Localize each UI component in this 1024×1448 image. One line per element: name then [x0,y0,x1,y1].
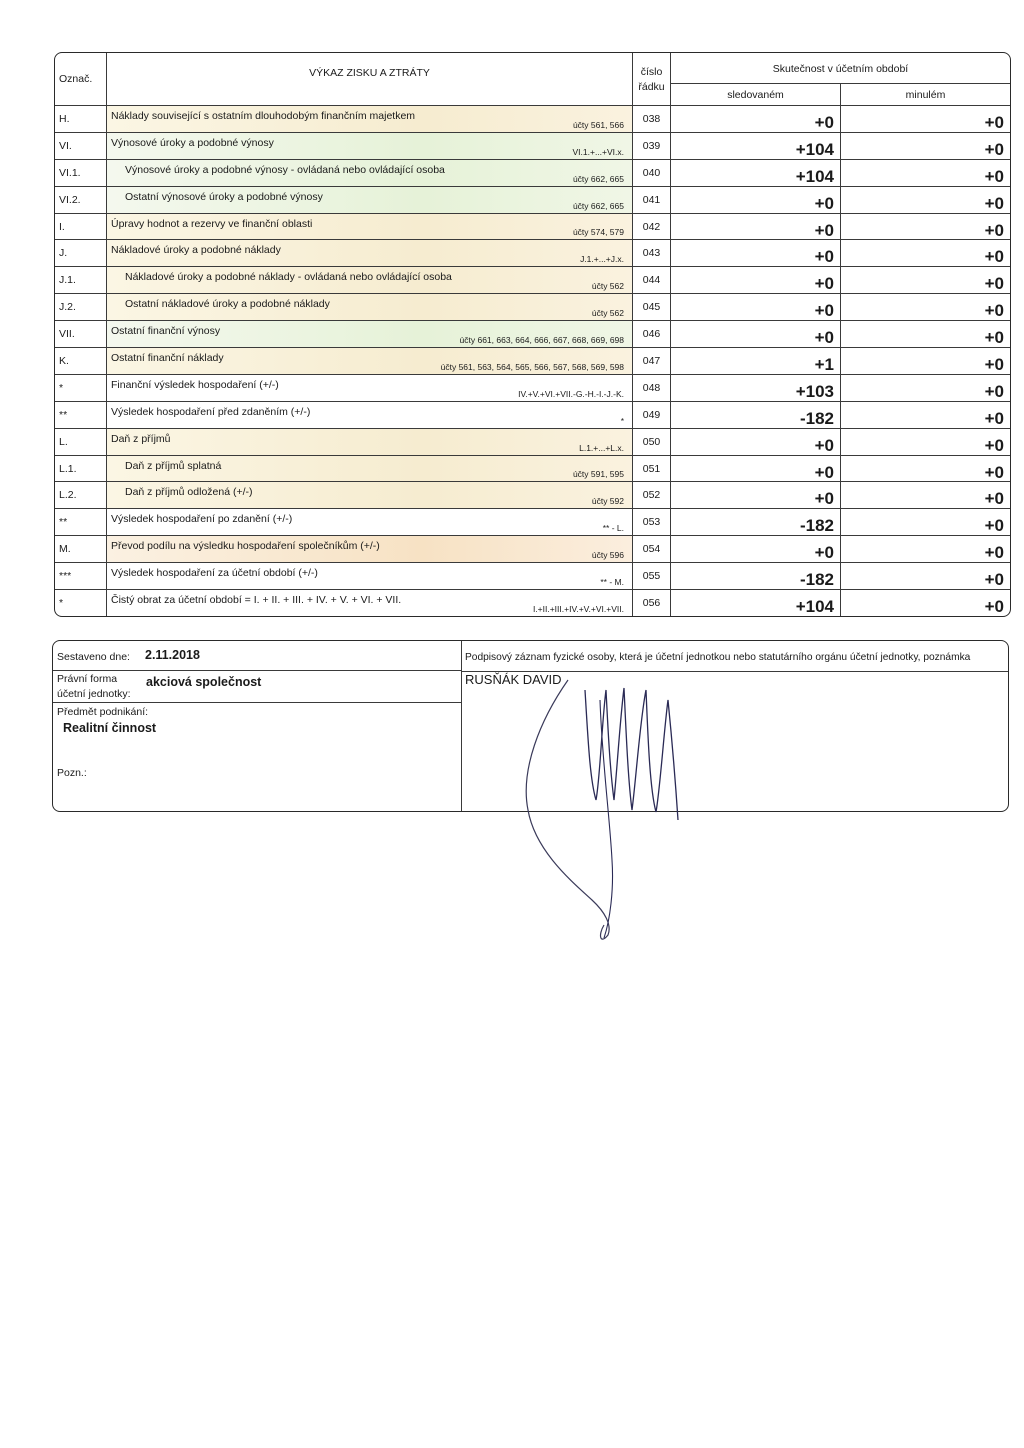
value-previous: +0 [984,381,1004,401]
row-description: Ostatní finanční náklady [111,352,224,365]
header-row-number [633,53,671,105]
signature-header: Podpisový záznam fyzické osoby, která je účetní jednotkou nebo statutárního orgánu účetní jednotky, poznámka [465,652,971,663]
value-previous: +0 [984,489,1004,509]
value-previous: +0 [984,435,1004,455]
row-description: Daň z příjmů odložená (+/-) [125,486,253,499]
table-row [55,535,1010,562]
table-header [55,53,1010,105]
header-title [107,53,633,105]
row-number: 042 [633,214,671,240]
value-previous: +0 [984,193,1004,213]
row-accounts: ** - M. [600,577,624,588]
signature-header-row [462,641,1008,672]
value-current: +0 [671,321,841,347]
table-row [55,293,1010,320]
row-accounts: VI.1.+...+VI.x. [572,146,624,157]
row-description: Náklady související s ostatním dlouhodobým finančním majetkem [111,110,416,122]
value-previous: +0 [984,462,1004,482]
row-number: 044 [633,267,671,293]
row-description: Úpravy hodnot a rezervy ve finanční oblasti [111,217,313,230]
row-description-cell [107,563,633,589]
row-number: 048 [633,375,671,401]
row-number: 050 [633,429,671,455]
row-accounts: účty 661, 663, 664, 666, 667, 668, 669, 698 [459,335,624,346]
row-mark: * [55,375,107,401]
row-description-cell [107,214,633,240]
row-mark: VI.2. [55,187,107,213]
value-current: +104 [671,160,841,186]
table-row [55,320,1010,347]
income-statement-table [54,52,1011,617]
row-accounts: účty 596 [591,550,624,561]
value-previous: +0 [984,301,1004,321]
row-number: 040 [633,160,671,186]
row-number: 038 [633,106,671,132]
row-number: 055 [633,563,671,589]
row-number: 054 [633,536,671,562]
row-accounts: L.1.+...+L.x. [579,442,624,453]
table-row [55,562,1010,589]
table-row [55,481,1010,508]
row-number: 056 [633,590,671,616]
compiled-label: Sestaveno dne: [57,651,130,663]
compiled-date: 2.11.2018 [145,648,200,662]
row-mark: M. [55,536,107,562]
value-previous: +0 [984,274,1004,294]
row-mark: VI.1. [55,160,107,186]
row-description-cell [107,133,633,159]
value-current: +0 [671,294,841,320]
legal-form-row [53,671,461,703]
row-description: Daň z příjmů [111,432,171,445]
row-description: Výsledek hospodaření po zdanění (+/-) [111,513,293,526]
note-label: Pozn.: [57,767,87,779]
value-current: -182 [671,563,841,589]
value-previous: +0 [984,570,1004,590]
row-description-cell [107,267,633,293]
row-mark: ** [55,509,107,535]
row-mark: ** [55,402,107,428]
row-number: 043 [633,240,671,266]
row-number: 047 [633,348,671,374]
table-row [55,159,1010,186]
row-description-cell [107,160,633,186]
row-mark: J.2. [55,294,107,320]
row-description: Finanční výsledek hospodaření (+/-) [111,378,279,391]
table-row [55,401,1010,428]
footer-box [52,640,1009,812]
value-current: +0 [671,456,841,482]
value-previous: +0 [984,516,1004,536]
row-description-cell [107,321,633,347]
signatory-name: RUSŇÁK DAVID [465,672,562,687]
row-accounts: IV.+V.+VI.+VII.-G.-H.-I.-J.-K. [518,388,624,399]
row-number: 053 [633,509,671,535]
row-description-cell [107,590,633,616]
row-mark: H. [55,106,107,132]
header-previous: minulém [905,89,946,101]
value-current: +0 [671,429,841,455]
row-number: 051 [633,456,671,482]
value-current: +0 [671,214,841,240]
row-accounts: I.+II.+III.+IV.+V.+VI.+VII. [532,603,624,614]
table-row [55,213,1010,240]
row-description: Ostatní finanční výnosy [111,325,221,338]
value-current: +0 [671,187,841,213]
value-current: +1 [671,348,841,374]
value-previous: +0 [984,543,1004,563]
legal-form-label-2: účetní jednotky: [57,688,131,700]
row-accounts: * [620,415,624,426]
row-accounts: účty 561, 566 [572,119,624,130]
row-accounts: účty 562 [591,308,624,319]
statement-title: VÝKAZ ZISKU A ZTRÁTY [309,67,430,79]
row-description: Převod podílu na výsledku hospodaření společníkům (+/-) [111,540,380,553]
table-row [55,589,1010,616]
table-row [55,374,1010,401]
value-previous: +0 [984,139,1004,159]
row-accounts: účty 574, 579 [572,227,624,238]
header-period [671,53,1010,105]
value-current: +0 [671,482,841,508]
row-mark: I. [55,214,107,240]
row-description-cell [107,294,633,320]
row-number: 052 [633,482,671,508]
footer-left [53,641,462,811]
row-number: 049 [633,402,671,428]
row-description-cell [107,348,633,374]
row-mark: *** [55,563,107,589]
row-accounts: účty 662, 665 [572,200,624,211]
row-description-cell [107,402,633,428]
row-accounts: účty 662, 665 [572,173,624,184]
header-mark: Označ. [55,53,107,105]
row-description: Výsledek hospodaření za účetní období (+/-) [111,567,318,580]
value-previous: +0 [984,113,1004,132]
business-value: Realitní činnost [63,721,157,735]
row-mark: VII. [55,321,107,347]
row-mark: * [55,590,107,616]
row-description: Daň z příjmů splatná [125,459,222,472]
table-row [55,508,1010,535]
row-description: Ostatní nákladové úroky a podobné náklady [125,298,330,311]
row-number: 041 [633,187,671,213]
value-previous: +0 [984,408,1004,428]
row-description-cell [107,482,633,508]
row-mark: VI. [55,133,107,159]
value-current: -182 [671,509,841,535]
row-mark: L.2. [55,482,107,508]
row-description: Výsledek hospodaření před zdaněním (+/-) [111,405,311,418]
row-description-cell [107,375,633,401]
row-accounts: J.1.+...+J.x. [580,254,624,265]
row-description-cell [107,509,633,535]
value-previous: +0 [984,220,1004,240]
value-current: +104 [671,133,841,159]
value-previous: +0 [984,247,1004,267]
row-mark: J. [55,240,107,266]
row-number: 039 [633,133,671,159]
row-mark: K. [55,348,107,374]
value-current: +0 [671,106,841,132]
footer-right [462,641,1008,811]
table-body [55,105,1010,616]
table-row [55,132,1010,159]
row-description-cell [107,429,633,455]
row-description: Ostatní výnosové úroky a podobné výnosy [125,190,323,203]
value-current: +0 [671,267,841,293]
row-description: Nákladové úroky a podobné náklady - ovládaná nebo ovládající osoba [125,271,452,284]
row-description-cell [107,536,633,562]
table-row [55,105,1010,132]
value-current: +103 [671,375,841,401]
table-row [55,239,1010,266]
row-description-cell [107,106,633,132]
row-accounts: účty 561, 563, 564, 565, 566, 567, 568, 569, 598 [440,361,624,372]
row-accounts: účty 562 [591,281,624,292]
table-row [55,455,1010,482]
value-current: +0 [671,536,841,562]
business-label: Předmět podnikání: [57,706,149,718]
row-description-cell [107,240,633,266]
row-description: Výnosové úroky a podobné výnosy [111,136,274,149]
row-description: Čistý obrat za účetní období = I. + II. + III. + IV. + V. + VI. + VII. [111,594,402,607]
value-previous: +0 [984,355,1004,375]
header-period-columns [671,84,1010,105]
table-row [55,347,1010,374]
row-mark: J.1. [55,267,107,293]
header-current: sledovaném [671,84,841,105]
row-accounts: ** - L. [602,523,624,534]
header-row-number-line2: řádku [638,81,665,93]
value-current: +0 [671,240,841,266]
value-previous: +0 [984,166,1004,186]
compiled-row [53,641,461,671]
table-row [55,266,1010,293]
legal-form-label-1: Právní forma [57,673,118,685]
table-row [55,186,1010,213]
row-mark: L. [55,429,107,455]
row-description: Nákladové úroky a podobné náklady [111,244,281,257]
row-accounts: účty 592 [591,496,624,507]
value-current: -182 [671,402,841,428]
row-accounts: účty 591, 595 [572,469,624,480]
row-mark: L.1. [55,456,107,482]
table-row [55,428,1010,455]
header-row-number-line1: číslo [640,66,663,78]
row-description-cell [107,456,633,482]
row-number: 046 [633,321,671,347]
value-current: +104 [671,590,841,616]
header-period-title: Skutečnost v účetním období [671,53,1010,84]
row-description-cell [107,187,633,213]
value-previous: +0 [984,597,1004,617]
row-number: 045 [633,294,671,320]
legal-form-value: akciová společnost [146,675,262,689]
row-description: Výnosové úroky a podobné výnosy - ovládaná nebo ovládající osoba [125,163,445,176]
value-previous: +0 [984,328,1004,348]
